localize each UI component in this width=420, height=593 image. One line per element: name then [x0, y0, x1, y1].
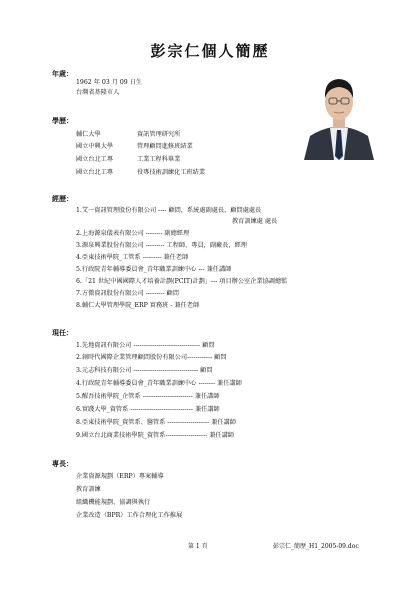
list-item: 1.先地資訊有限公司 -------------------------------- 顧問 [76, 342, 215, 349]
file-name: 彭宗仁_簡歷_H1_2005-09.doc [273, 543, 359, 550]
list-item: 8.亞東技術學院_資管系、醫管系 -------------------- 兼任講師 [76, 419, 236, 426]
page-number: 第 1 頁 [188, 543, 208, 550]
list-item: 9.國立台北商業技術學院_資管系-------------------- 兼任講師 [76, 432, 234, 439]
list-item: 3.元志科技有限公司 ------------------------------- 顧問 [76, 367, 213, 374]
list-item: 2.上海源泉儀表有限公司 -------- 副總經理 [76, 230, 190, 237]
education-school: 國立台北工專 [76, 156, 114, 163]
education-school: 國立中興大學 [76, 143, 114, 150]
section-label-experience: 經歷： [52, 194, 73, 203]
list-item: 6.「21 世紀中國國際人才培養計劃(PCIT)計劃」--- 項目辦公室企業協調總監 [76, 278, 288, 285]
page-title: 彭宗仁個人簡歷 [150, 42, 270, 60]
section-label-birth: 年歲： [52, 69, 73, 78]
section-label-specialty: 專長： [52, 459, 73, 468]
list-item: 2.創時代國際企業管理顧問股份有限公司------------ 顧問 [76, 354, 227, 361]
education-detail: 資訊管理研究所 [137, 131, 181, 138]
list-item: 教育訓練 [76, 486, 101, 493]
list-item: 4.亞東技術學院_工管系 --------- 兼任老師 [76, 254, 189, 261]
list-item: 組織機能規劃、協調與執行 [76, 499, 151, 506]
education-detail: 工業工程科畢業 [137, 156, 181, 163]
list-item: 3.源泉興業股份有限公司 --------- 工程師，專員，副廠長，經理 [76, 242, 247, 249]
education-detail: 管理顧問進修班結業 [137, 143, 193, 150]
list-item: 5.行政院青年輔導委員會_青年職業訓練中心 --- 兼任講師 [76, 266, 232, 273]
list-item: 6.實踐大學_資管系 ------------------------------ 兼任講師 [76, 406, 220, 413]
list-item: 教育訓練處 處長 [232, 218, 278, 225]
education-school: 國立台北工專 [76, 169, 114, 176]
list-item: 4.行政院青年輔導委員會_青年職業訓練中心 -------- 兼任講師 [76, 380, 242, 387]
list-item: 企業改造（BPR）工作合理化工作推展 [76, 512, 183, 519]
portrait-photo [300, 66, 378, 160]
education-detail: 役專技術訓練化工班結業 [137, 169, 206, 176]
list-item: 7.方微資訊股份有限公司 --------- 顧問 [76, 290, 179, 297]
birth-place: 台灣省基隆市人 [76, 89, 120, 96]
list-item: 8.輔仁大學管理學院_ERP 實務班 - 兼任老師 [76, 302, 200, 309]
section-label-education: 學歷： [52, 116, 73, 125]
birth-date: 1962 年 03 月 09 日生 [76, 79, 143, 86]
section-label-current: 現任： [52, 328, 73, 337]
portrait-icon [300, 66, 378, 160]
list-item: 1.艾一資訊管理股份有限公司 ---- 顧問，系統處副處長，顧問處處長 [76, 207, 262, 214]
education-school: 輔仁大學 [76, 131, 101, 138]
list-item: 企業資源規劃（ERP）專案輔導 [76, 473, 164, 480]
list-item: 5.醒吾技術學院_企管系 ------------------------ 兼任講師 [76, 393, 220, 400]
